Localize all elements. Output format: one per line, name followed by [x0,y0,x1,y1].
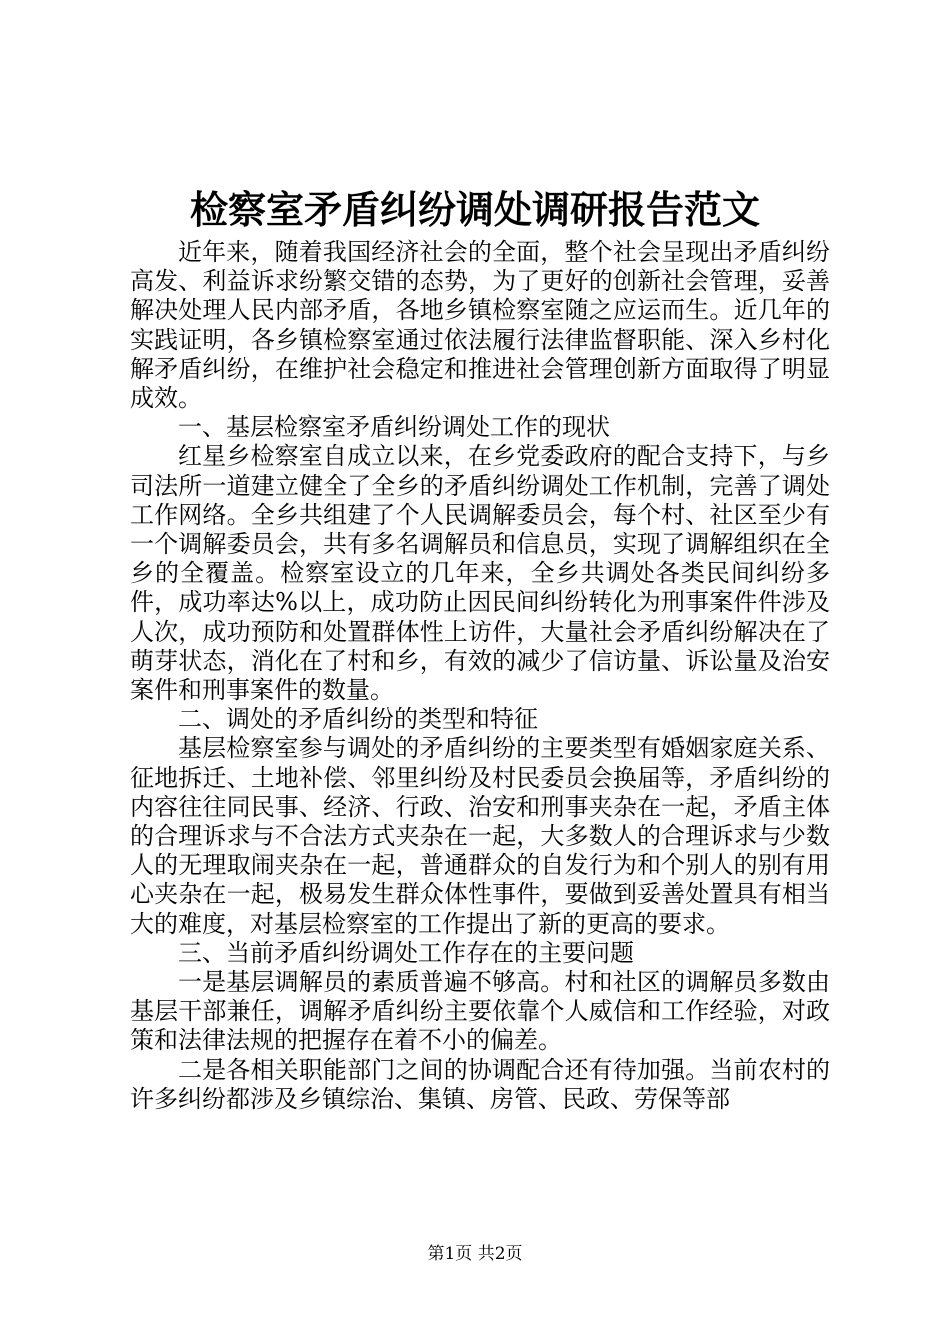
document-body [130,238,830,1114]
paragraph-types: 基层检察室参与调处的矛盾纠纷的主要类型有婚姻家庭关系、征地拆迁、土地补偿、邻里纠纷及村民委员会换届等，矛盾纠纷的内容往往同民事、经济、行政、治安和刑事夹杂在一起，矛盾主体的合理诉求与不合法方式夹杂在一起，大多数人的合理诉求与少数人的无理取闹夹杂在一起，普通群众的自发行为和个别人的别有用心夹杂在一起，极易发生群众体性事件，要做到妥善处置具有相当大的难度，对基层检察室的工作提出了新的更高的要求。 [130,734,830,938]
section-heading-2: 二、调处的矛盾纠纷的类型和特征 [178,705,538,734]
page-title: 检察室矛盾纠纷调处调研报告范文 [189,187,760,232]
section-heading-1: 一、基层检察室矛盾纠纷调处工作的现状 [178,413,610,442]
paragraph-status: 红星乡检察室自成立以来，在乡党委政府的配合支持下，与乡司法所一道建立健全了全乡的矛盾纠纷调处工作机制，完善了调处工作网络。全乡共组建了个人民调解委员会，每个村、社区至少有一个调解委员会，共有多名调解员和信息员，实现了调解组织在全乡的全覆盖。检察室设立的几年来，全乡共调处各类民间纠纷多件，成功率达%以上，成功防止因民间纠纷转化为刑事案件件涉及人次，成功预防和处置群体性上访件，大量社会矛盾纠纷解决在了萌芽状态，消化在了村和乡，有效的减少了信访量、诉讼量及治安案件和刑事案件的数量。 [130,442,830,705]
paragraph-intro: 近年来，随着我国经济社会的全面，整个社会呈现出矛盾纠纷高发、利益诉求纷繁交错的态势，为了更好的创新社会管理，妥善解决处理人民内部矛盾，各地乡镇检察室随之应运而生。近几年的实践证明，各乡镇检察室通过依法履行法律监督职能、深入乡村化解矛盾纠纷，在维护社会稳定和推进社会管理创新方面取得了明显成效。 [130,238,830,413]
section-heading-3: 三、当前矛盾纠纷调处工作存在的主要问题 [178,938,634,967]
paragraph-problem-2: 二是各相关职能部门之间的协调配合还有待加强。当前农村的许多纠纷都涉及乡镇综治、集镇、房管、民政、劳保等部 [130,1055,830,1113]
paragraph-problem-1: 一是基层调解员的素质普遍不够高。村和社区的调解员多数由基层干部兼任，调解矛盾纠纷主要依靠个人威信和工作经验，对政策和法律法规的把握存在着不小的偏差。 [130,968,830,1055]
page-number-footer: 第1页 共2页 [427,1244,523,1264]
